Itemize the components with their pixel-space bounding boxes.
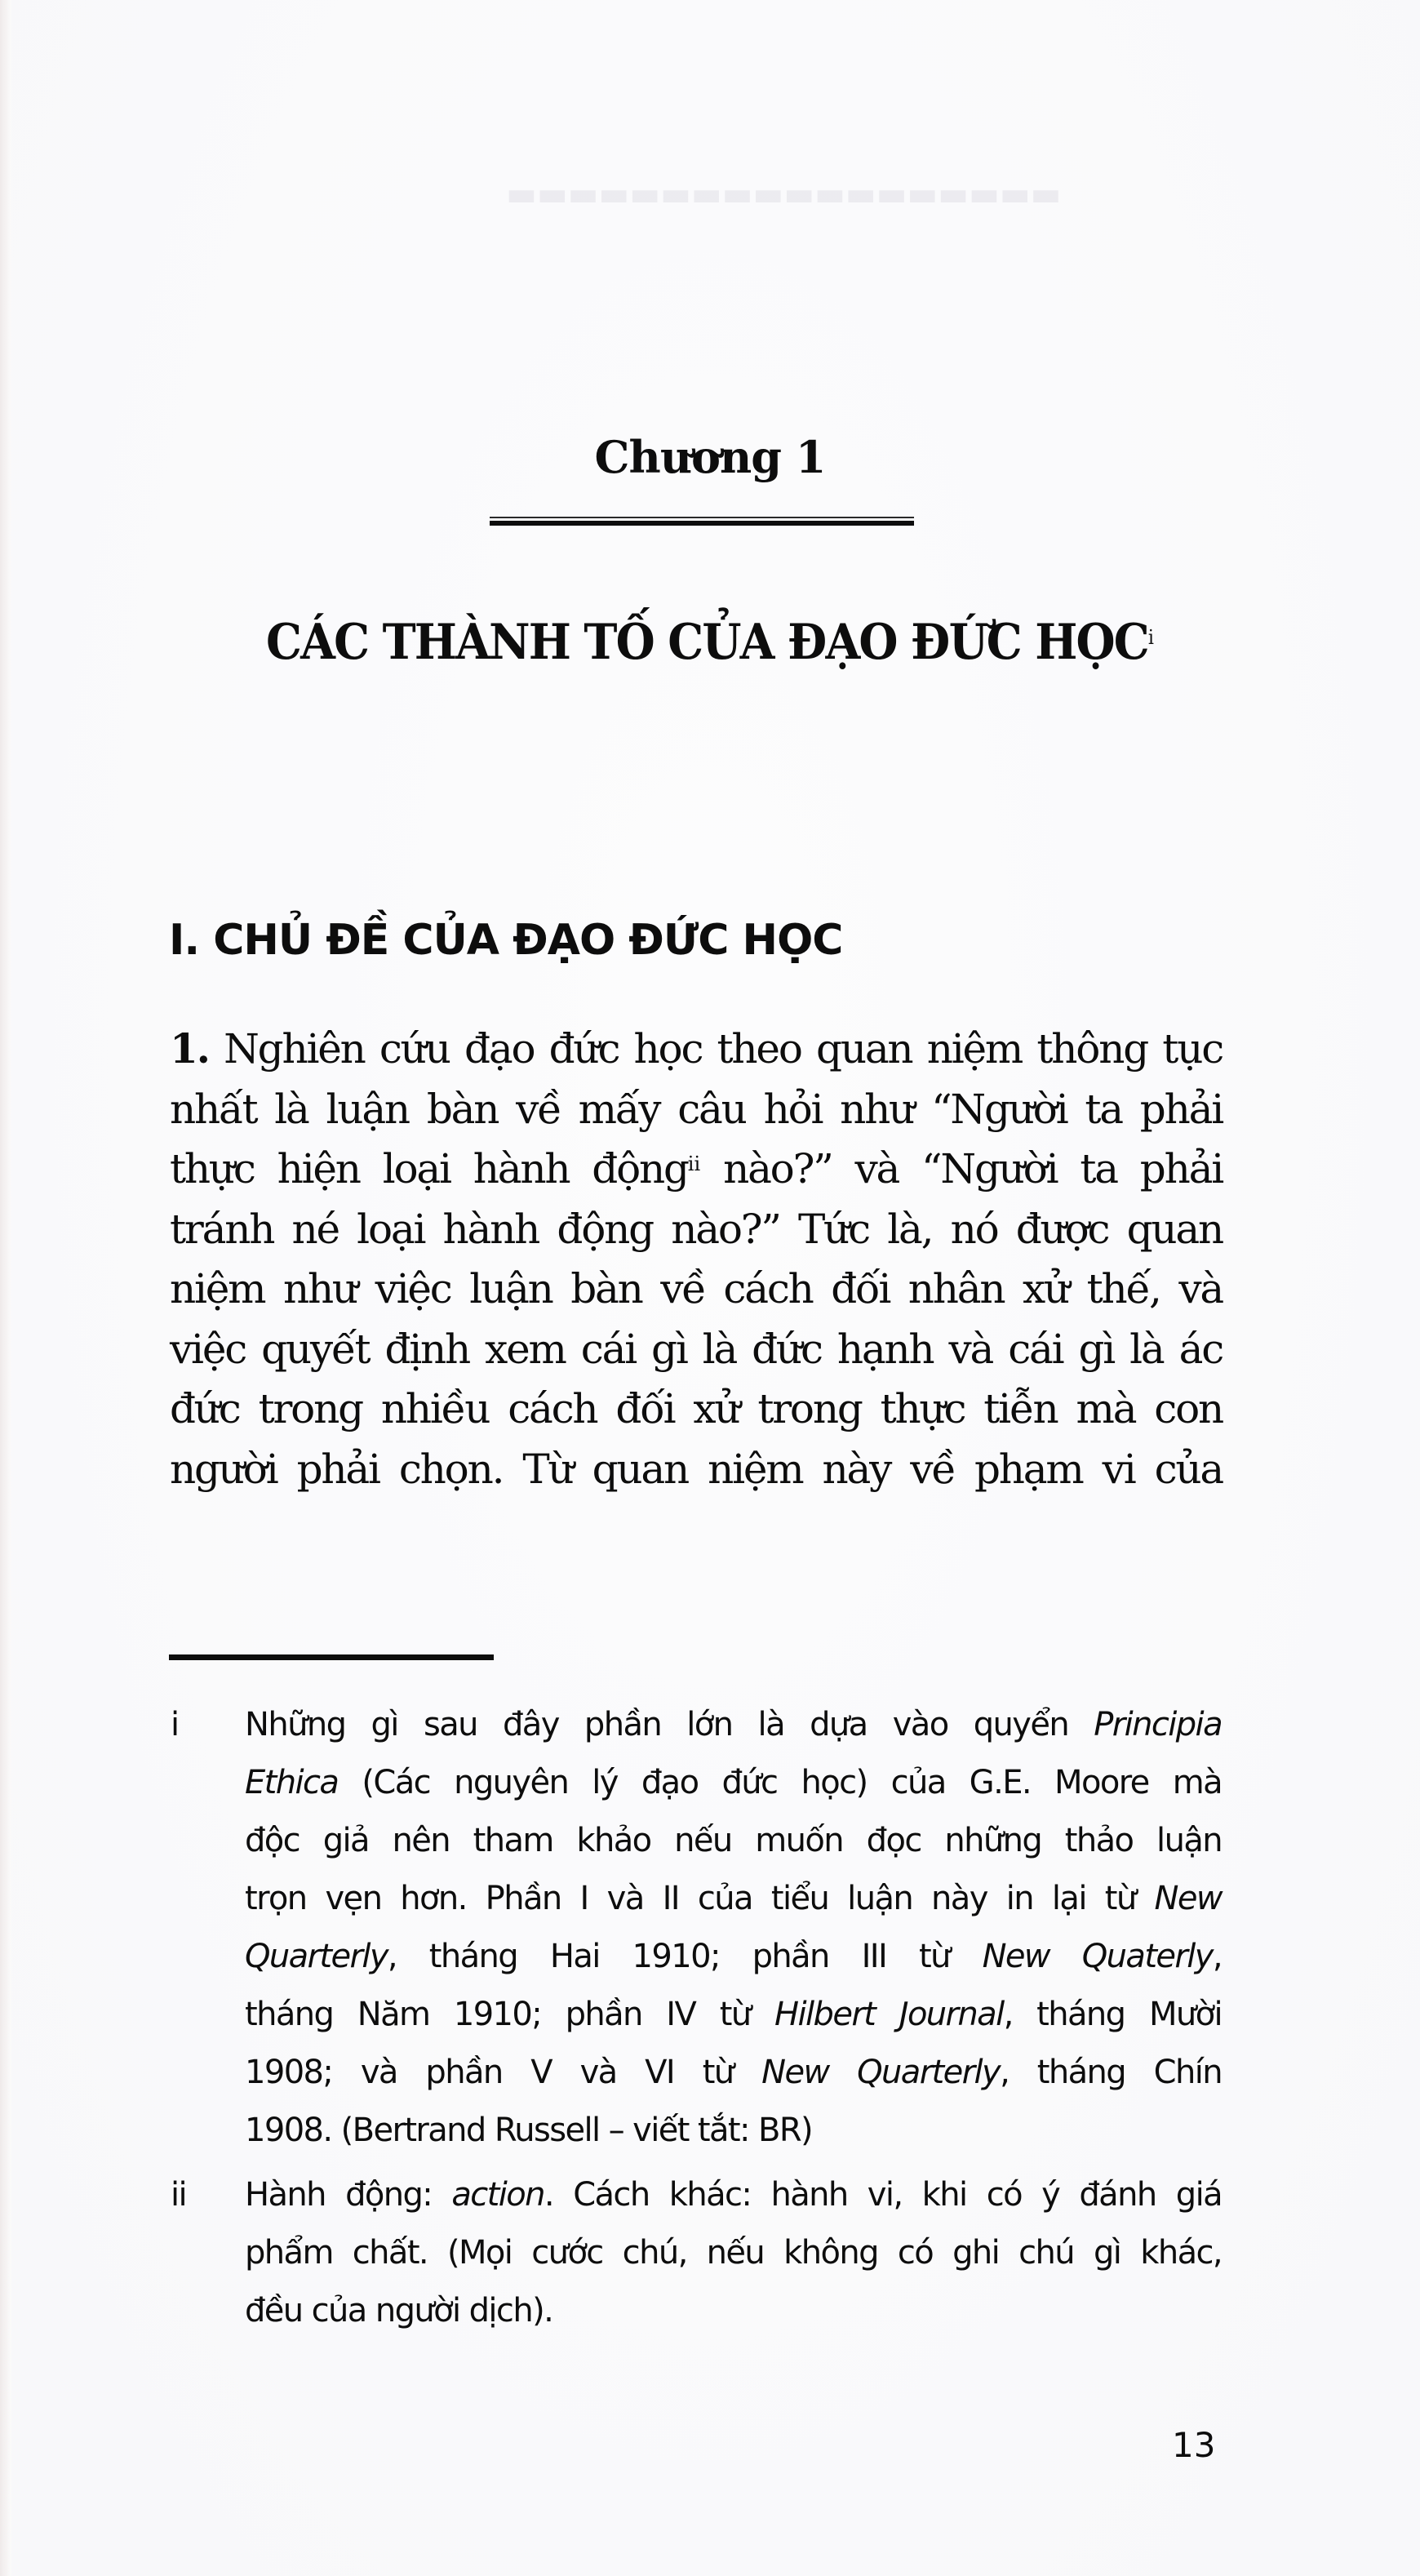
page-edge xyxy=(0,0,11,2576)
footnote-line: Quarterly, tháng Hai 1910; phần III từ New Quaterly, xyxy=(245,1938,1222,1975)
section-heading: I. CHỦ ĐỀ CỦA ĐẠO ĐỨC HỌC xyxy=(169,916,843,965)
footnotes xyxy=(169,1696,1222,2340)
paragraph-line: thực hiện loại hành động$^{ii}$ nào?” và “Người ta phải xyxy=(170,1145,1223,1193)
footnote-line: đều của người dịch). xyxy=(245,2292,553,2330)
footnote-ref-ii[interactable]: ii xyxy=(687,1153,701,1175)
italic-title: New xyxy=(1154,1880,1222,1917)
paragraph-line: việc quyết định xem cái gì là đức hạnh và cái gì là ác xyxy=(170,1325,1223,1373)
italic-title: Ethica xyxy=(245,1764,339,1801)
italic-title: New Quarterly xyxy=(761,2054,1001,2091)
footnote-marker: i xyxy=(171,1706,179,1743)
italic-title: New Quaterly xyxy=(982,1938,1213,1975)
showthrough-texture: ▬▬▬▬▬▬▬▬▬▬▬▬▬▬▬▬▬▬ xyxy=(506,175,1062,213)
footnote-line: 1908. (Bertrand Russell – viết tắt: BR) xyxy=(245,2112,813,2149)
paragraph-line: 1. Nghiên cứu đạo đức học theo quan niệm thông tục xyxy=(170,1024,1223,1073)
chapter-title-text: CÁC THÀNH TỐ CỦA ĐẠO ĐỨC HỌC xyxy=(266,614,1148,671)
footnote-line: 1908; và phần V và VI từ New Quarterly, tháng Chín xyxy=(245,2054,1223,2091)
footnote-line: trọn vẹn hơn. Phần I và II của tiểu luận này in lại từ New xyxy=(245,1880,1222,1917)
paragraph-line: người phải chọn. Từ quan niệm này về phạm vi của xyxy=(170,1445,1223,1493)
chapter-title xyxy=(57,606,1364,679)
footnote-separator xyxy=(169,1654,494,1660)
italic-title: Hilbert Journal xyxy=(774,1996,1004,2033)
paragraph-number: 1. xyxy=(170,1024,209,1073)
paragraph-line: niệm như việc luận bàn về cách đối nhân xử thế, và xyxy=(170,1265,1223,1312)
footnote-text xyxy=(245,1696,1222,2160)
footnote-ref-i[interactable]: i xyxy=(1147,626,1154,649)
footnote-line: Ethica (Các nguyên lý đạo đức học) của G.E. Moore mà xyxy=(245,1764,1222,1801)
italic-title: Principia xyxy=(1094,1706,1222,1743)
italic-title: action xyxy=(451,2176,544,2214)
footnote-line: tháng Năm 1910; phần IV từ Hilbert Journal, tháng Mười xyxy=(245,1996,1222,2033)
chapter-rule-divider xyxy=(490,517,914,526)
footnote-text xyxy=(245,2166,1222,2340)
footnote-ii xyxy=(169,2166,1222,2340)
paragraph-line: nhất là luận bàn về mấy câu hỏi như “Người ta phải xyxy=(170,1085,1223,1133)
footnote-i xyxy=(169,1696,1222,2160)
chapter-label: Chương 1 xyxy=(594,431,826,483)
footnote-line: độc giả nên tham khảo nếu muốn đọc những thảo luận xyxy=(245,1822,1222,1859)
footnote-line: Những gì sau đây phần lớn là dựa vào quyển Principia xyxy=(245,1706,1222,1743)
paragraph-line: đức trong nhiều cách đối xử trong thực tiễn mà con xyxy=(170,1385,1223,1432)
footnote-line: phẩm chất. (Mọi cước chú, nếu không có ghi chú gì khác, xyxy=(245,2234,1222,2272)
body-paragraph xyxy=(170,1019,1223,1499)
page-number: 13 xyxy=(1172,2425,1216,2465)
footnote-marker: ii xyxy=(171,2176,187,2214)
paragraph-line: tránh né loại hành động nào?” Tức là, nó được quan xyxy=(170,1205,1223,1253)
italic-title: Quarterly xyxy=(245,1938,388,1975)
footnote-line: Hành động: action. Cách khác: hành vi, khi có ý đánh giá xyxy=(245,2176,1223,2214)
